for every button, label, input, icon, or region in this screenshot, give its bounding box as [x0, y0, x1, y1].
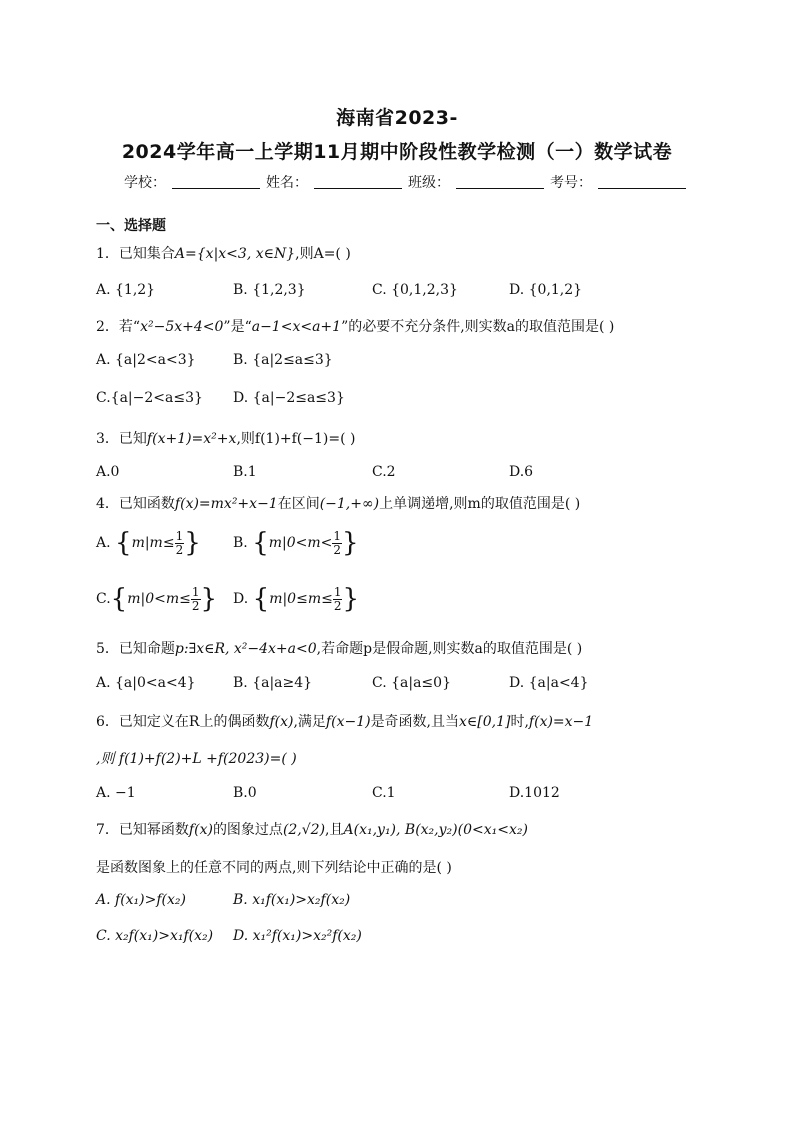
q6-math-2: f(x−1)	[325, 714, 371, 730]
q2-option-b[interactable]: B. {a|2≤a≤3}	[233, 352, 333, 368]
exam-number-field[interactable]	[598, 169, 686, 189]
q7-line2: 是函数图象上的任意不同的两点,则下列结论中正确的是( )	[96, 860, 452, 876]
q4-option-d[interactable]: D. {m|0≤m≤ $\frac{1}{2}$ }	[233, 584, 360, 614]
q2-math-2: a−1<x<a+1	[251, 319, 342, 335]
question-2	[96, 316, 614, 336]
question-4	[96, 493, 580, 513]
q5-suffix: ,若命题p是假命题,则实数a的取值范围是( )	[316, 641, 583, 657]
q1-option-c[interactable]: C. {0,1,2,3}	[372, 282, 458, 298]
q2-option-a[interactable]: A. {a|2<a<3}	[96, 352, 196, 368]
q1-option-d[interactable]: D. {0,1,2}	[509, 282, 583, 298]
q2-option-d[interactable]: D. {a|−2≤a≤3}	[233, 390, 345, 406]
question-1	[96, 243, 351, 263]
q3-prefix: 3．已知	[96, 431, 147, 447]
q6-option-b[interactable]: B.0	[233, 785, 257, 801]
q3-suffix: ,则f(1)+f(−1)=( )	[236, 431, 356, 447]
q4-a-label: A.	[96, 535, 111, 551]
q6-prefix: 6．已知定义在R上的偶函数	[96, 714, 270, 730]
q4-c-fraction: $\frac{1}{2}$	[191, 584, 200, 613]
q4-b-expr: m|0<m<	[268, 535, 333, 551]
q4-suffix: 上单调递增,则m的取值范围是( )	[379, 496, 581, 512]
question-7-line-2	[96, 857, 452, 877]
q2-prefix: 2．若“	[96, 319, 141, 335]
class-field[interactable]	[456, 169, 544, 189]
q1-option-a[interactable]: A. {1,2}	[96, 282, 156, 298]
q7-math-2: (2,√2)	[282, 822, 326, 838]
q4-option-b[interactable]: B. {m|0<m< $\frac{1}{2}$ }	[233, 528, 359, 558]
name-field[interactable]	[314, 169, 402, 189]
q6-option-a[interactable]: A. −1	[96, 785, 136, 801]
q4-mid: 在区间	[277, 496, 320, 512]
q7-math-3: A(x₁,y₁), B(x₂,y₂)(0<x₁<x₂)	[343, 822, 528, 838]
q4-math-1: f(x)=mx²+x−1	[174, 496, 278, 512]
title-line-1: 海南省2023-	[336, 107, 458, 129]
q4-c-expr: m|0<m≤	[127, 591, 191, 607]
q4-option-c[interactable]: C.{m|0<m≤ $\frac{1}{2}$ }	[96, 584, 218, 614]
school-field[interactable]	[172, 169, 260, 189]
section-title: 一、选择题	[96, 218, 166, 234]
q4-d-expr: m|0≤m≤	[269, 591, 333, 607]
name-label: 姓名：	[266, 175, 308, 191]
q6-mid-1: ,满足	[293, 714, 326, 730]
q3-math: f(x+1)=x²+x	[146, 431, 237, 447]
q7-prefix: 7．已知幂函数	[96, 822, 189, 838]
q3-option-d[interactable]: D.6	[509, 464, 534, 480]
q2-suffix: ”的必要不充分条件,则实数a的取值范围是( )	[341, 319, 615, 335]
q6-math-1: f(x)	[269, 714, 294, 730]
q6-math-3: x∈[0,1]	[459, 714, 511, 730]
q3-option-c[interactable]: C.2	[372, 464, 396, 480]
q5-option-c[interactable]: C. {a|a≤0}	[372, 675, 451, 691]
q2-mid: ”是“	[223, 319, 252, 335]
question-5	[96, 638, 582, 658]
question-3	[96, 428, 355, 448]
q6-option-d[interactable]: D.1012	[509, 785, 560, 801]
q3-option-a[interactable]: A.0	[96, 464, 120, 480]
q6-option-c[interactable]: C.1	[372, 785, 396, 801]
q5-math: p:∃x∈R, x²−4x+a<0	[174, 641, 317, 657]
q5-prefix: 5．已知命题	[96, 641, 175, 657]
question-6	[96, 711, 593, 731]
q1-prefix: 1．已知集合	[96, 246, 175, 262]
q1-math: A={x|x<3, x∈N}	[174, 246, 296, 262]
q4-c-label: C.	[96, 591, 111, 607]
q5-option-d[interactable]: D. {a|a<4}	[509, 675, 589, 691]
q4-prefix: 4．已知函数	[96, 496, 175, 512]
q4-option-a[interactable]: A. {m|m≤ $\frac{1}{2}$ }	[96, 528, 201, 558]
q7-math-1: f(x)	[188, 822, 213, 838]
q4-b-label: B.	[233, 535, 248, 551]
q6-mid-2: 是奇函数,且当	[370, 714, 460, 730]
q7-option-c[interactable]: C. x₂f(x₁)>x₁f(x₂)	[96, 928, 214, 944]
q7-mid-2: ,且	[325, 822, 344, 838]
class-label: 班级：	[408, 175, 450, 191]
q3-option-b[interactable]: B.1	[233, 464, 257, 480]
q7-mid-1: 的图象过点	[212, 822, 283, 838]
q4-a-fraction: $\frac{1}{2}$	[175, 528, 184, 557]
q6-line2: ,则 f(1)+f(2)+L +f(2023)=( )	[96, 751, 297, 767]
q7-option-b[interactable]: B. x₁f(x₁)>x₂f(x₂)	[233, 892, 351, 908]
school-label: 学校：	[124, 175, 166, 191]
q4-a-expr: m|m≤	[131, 535, 175, 551]
q7-option-d[interactable]: D. x₁²f(x₁)>x₂²f(x₂)	[233, 928, 362, 944]
question-6-line-2	[96, 748, 297, 768]
q5-option-b[interactable]: B. {a|a≥4}	[233, 675, 313, 691]
q2-option-c[interactable]: C.{a|−2<a≤3}	[96, 390, 203, 406]
question-7	[96, 819, 528, 839]
q1-option-b[interactable]: B. {1,2,3}	[233, 282, 306, 298]
q5-option-a[interactable]: A. {a|0<a<4}	[96, 675, 196, 691]
q4-d-label: D.	[233, 591, 249, 607]
q2-math-1: x²−5x+4<0	[140, 319, 224, 335]
q4-math-2: (−1,+∞)	[319, 496, 380, 512]
q4-d-fraction: $\frac{1}{2}$	[333, 584, 342, 613]
exam-number-label: 考号：	[550, 175, 592, 191]
q6-mid-3: 时,	[510, 714, 529, 730]
title-line-2: 2024学年高一上学期11月期中阶段性教学检测（一）数学试卷	[121, 141, 673, 163]
q1-suffix: ,则A=( )	[295, 246, 351, 262]
student-info-row	[124, 172, 688, 192]
q7-option-a[interactable]: A. f(x₁)>f(x₂)	[96, 892, 186, 908]
q6-math-4: f(x)=x−1	[528, 714, 594, 730]
q4-b-fraction: $\frac{1}{2}$	[333, 528, 342, 557]
